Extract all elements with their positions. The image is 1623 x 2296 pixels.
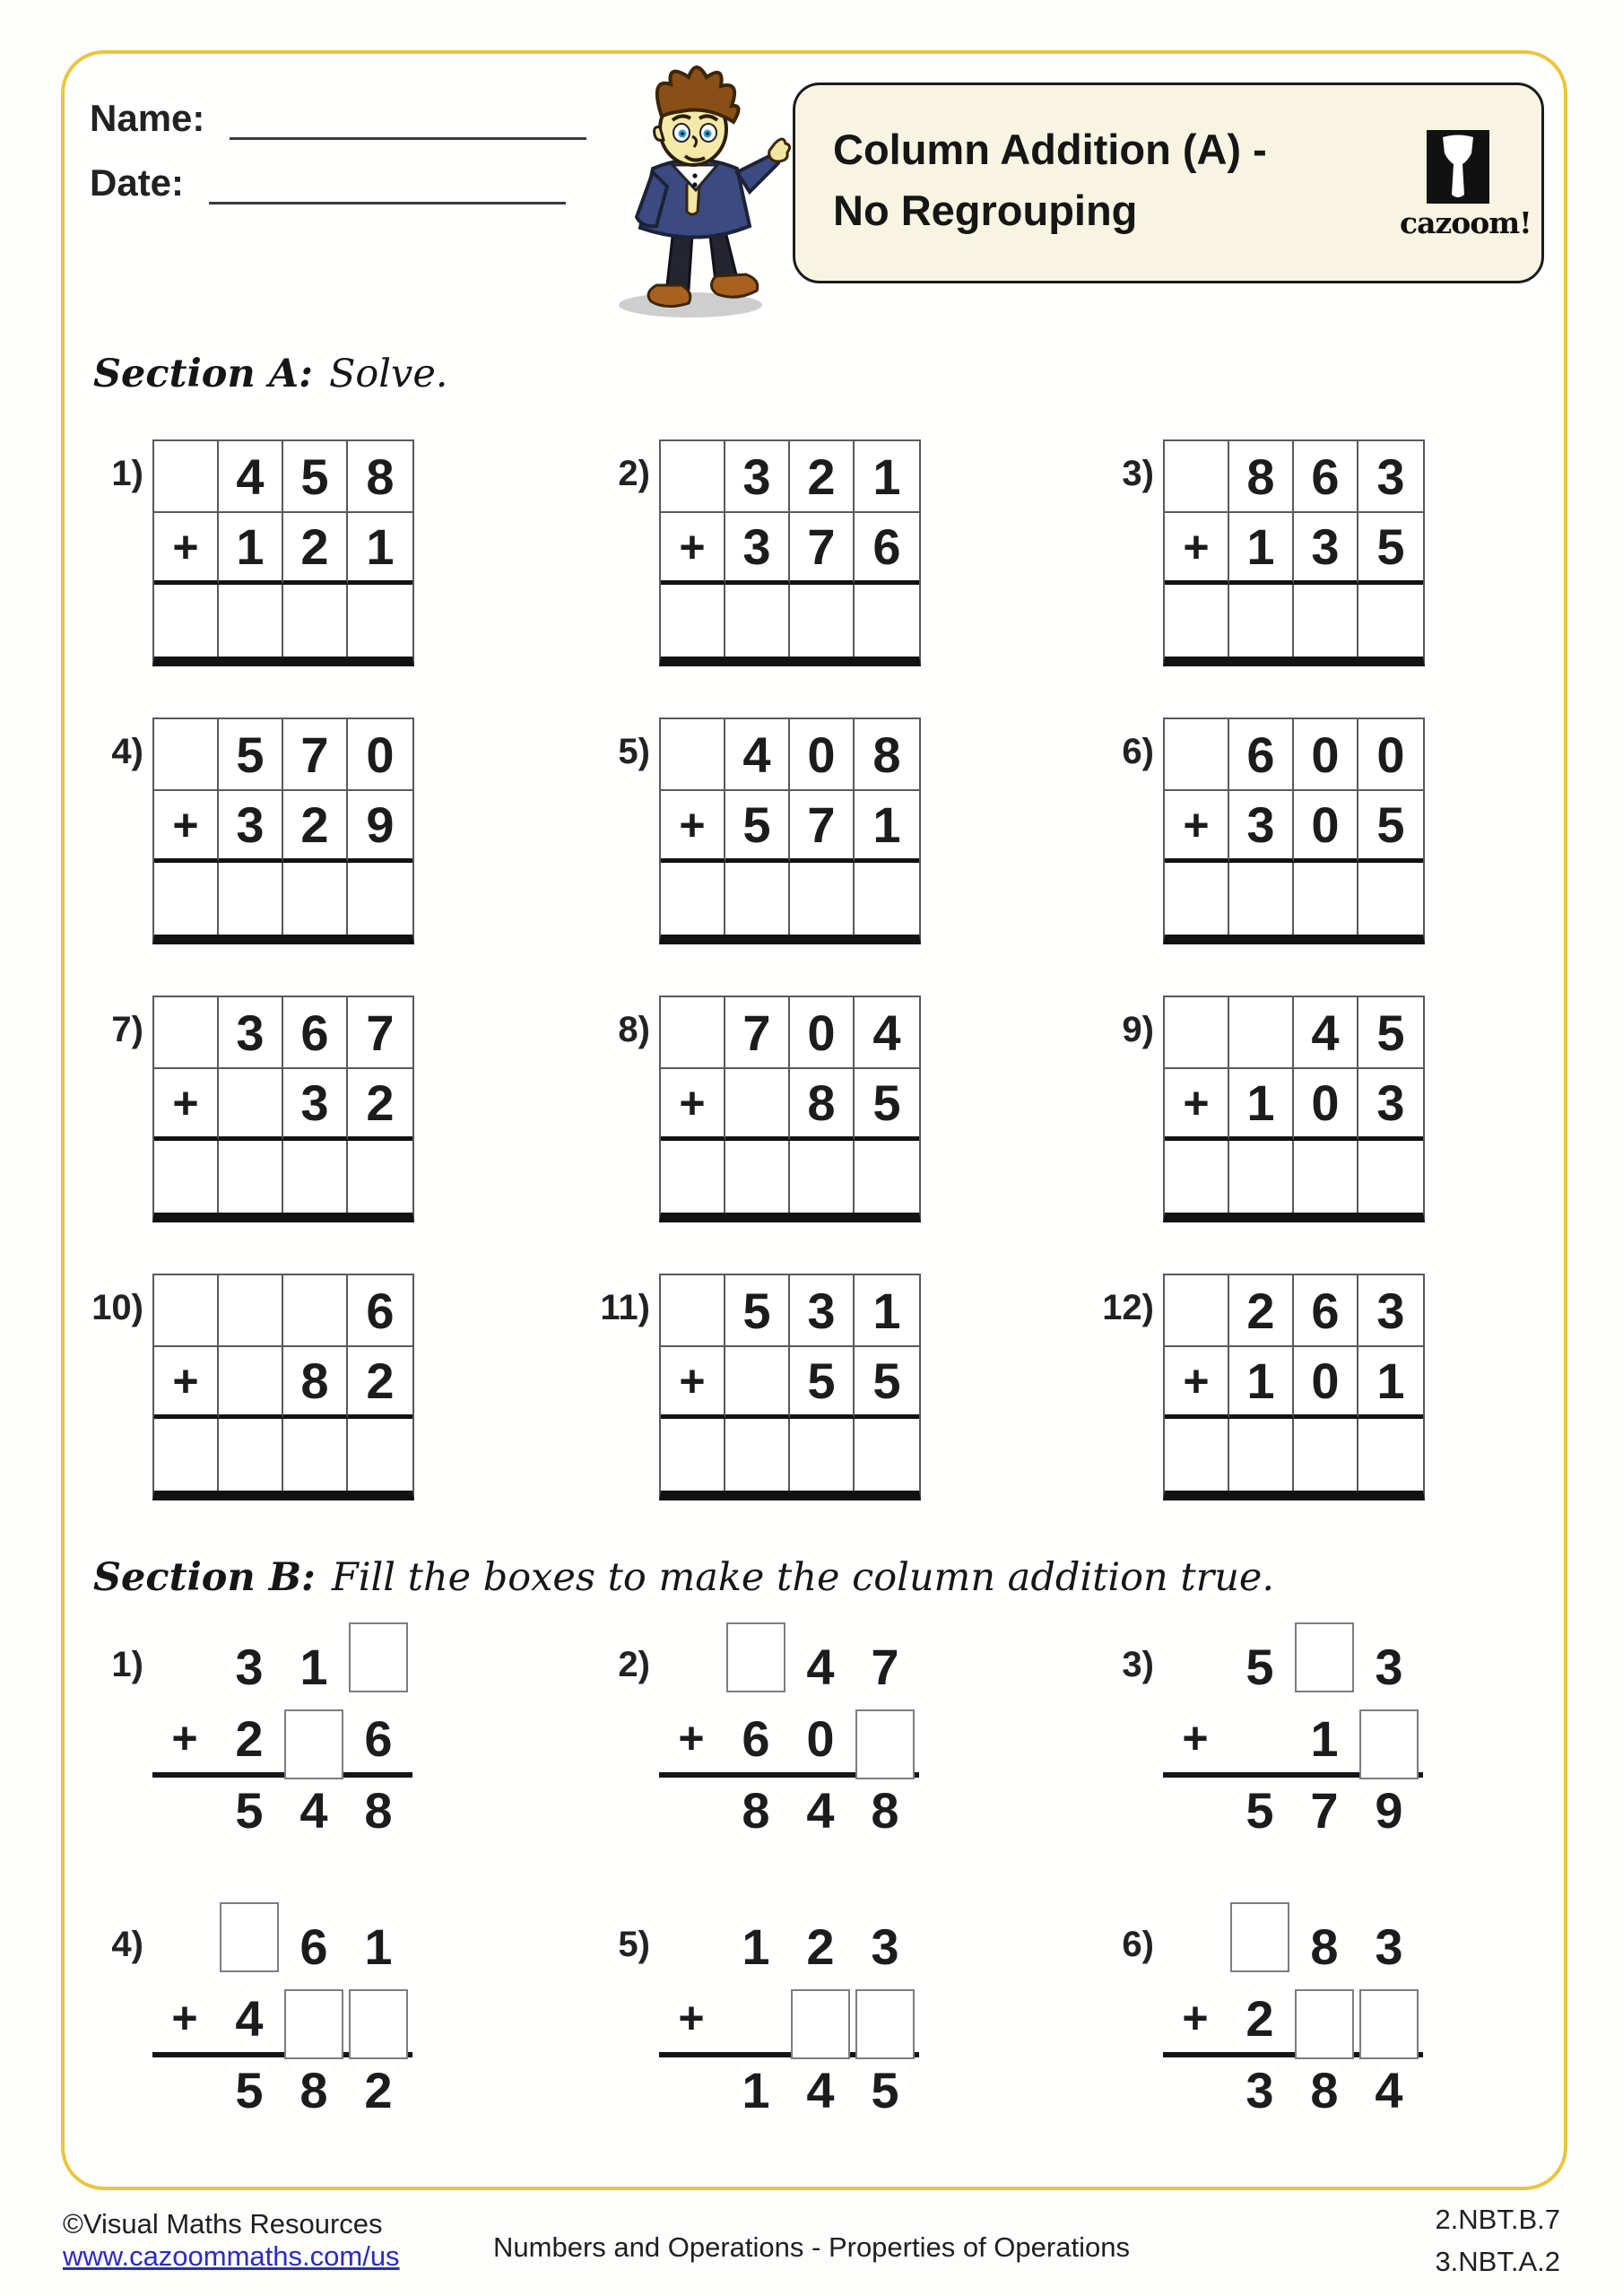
problem-number: 10) — [91, 1288, 143, 1327]
sum-digit — [1163, 1774, 1228, 1846]
missing-digit-box[interactable] — [1359, 1709, 1419, 1779]
digit-cell: 4 — [219, 441, 283, 513]
plus-sign: + — [171, 1993, 198, 2043]
missing-digit-box[interactable] — [349, 1622, 408, 1692]
answer-cell[interactable] — [154, 585, 219, 657]
digit-cell: 6 — [1229, 719, 1294, 791]
digit-cell: 3 — [1358, 441, 1423, 513]
cazoom-drum-icon — [1427, 130, 1489, 204]
missing-digit-box[interactable] — [349, 1989, 408, 2059]
digit-cell — [219, 1347, 283, 1419]
digit-cell: 3 — [1375, 1638, 1403, 1695]
digit-cell — [1229, 997, 1294, 1069]
digit-cell — [152, 1910, 217, 1982]
digit-cell: 5 — [855, 1347, 919, 1419]
digit-cell — [154, 719, 219, 791]
digit-cell: 1 — [1229, 1347, 1294, 1419]
problem-number: 1) — [111, 454, 143, 493]
digit-cell: 4 — [1294, 997, 1358, 1069]
digit-cell: 4 — [235, 1989, 264, 2047]
digit-cell: 5 — [725, 791, 790, 863]
digit-cell — [283, 1275, 348, 1347]
plus-sign: + — [1182, 1713, 1209, 1763]
answer-cell[interactable] — [219, 863, 283, 935]
digit-cell: 1 — [1310, 1709, 1339, 1767]
sum-digit: 2 — [364, 2061, 393, 2118]
answer-cell[interactable] — [1358, 1419, 1423, 1491]
digit-cell: 0 — [790, 719, 855, 791]
digit-cell: 3 — [725, 441, 790, 513]
missing-digit-cell — [217, 1910, 282, 1982]
problem-number: 7) — [111, 1010, 143, 1049]
addition-grid — [1163, 996, 1425, 1222]
sum-digit — [152, 1774, 217, 1846]
cazoom-logo-text: cazoom! — [1400, 205, 1532, 240]
answer-cell[interactable] — [1358, 585, 1423, 657]
section-a-title: Section A: — [93, 352, 313, 396]
problem-number: 6) — [1122, 732, 1154, 771]
digit-cell: 7 — [871, 1638, 899, 1695]
answer-cell[interactable] — [855, 863, 919, 935]
title-line-1: Column Addition (A) - — [833, 126, 1267, 173]
digit-cell — [154, 1275, 219, 1347]
answer-cell[interactable] — [154, 1141, 219, 1213]
answer-cell[interactable] — [790, 1141, 855, 1213]
date-field-row — [90, 161, 566, 204]
digit-cell: 6 — [1294, 1275, 1358, 1347]
sum-digit — [1163, 2054, 1228, 2126]
missing-digit-cell — [788, 1982, 853, 2054]
plus-sign: + — [661, 1069, 725, 1141]
digit-cell — [1165, 1275, 1229, 1347]
addition-grid — [659, 996, 921, 1222]
plus-sign: + — [1165, 791, 1229, 863]
digit-cell: 2 — [790, 441, 855, 513]
sum-digit — [659, 2054, 724, 2126]
title-box — [793, 83, 1544, 283]
digit-cell — [154, 997, 219, 1069]
sum-digit: 8 — [871, 1781, 899, 1839]
digit-cell — [661, 997, 725, 1069]
sum-digit: 4 — [806, 2061, 835, 2118]
sum-digit: 5 — [871, 2061, 899, 2118]
missing-digit-cell — [1292, 1982, 1357, 2054]
answer-cell[interactable] — [1229, 1419, 1294, 1491]
section-b-title: Section B: — [93, 1555, 316, 1600]
digit-cell — [724, 1982, 788, 2054]
missing-digit-box[interactable] — [726, 1622, 785, 1692]
sum-line — [152, 1772, 412, 1778]
answer-cell[interactable] — [154, 1419, 219, 1491]
fill-in-addition — [659, 1631, 917, 1846]
missing-digit-cell — [724, 1631, 788, 1702]
sum-digit — [152, 2054, 217, 2126]
plus-sign: + — [1165, 1069, 1229, 1141]
digit-cell: 8 — [348, 441, 412, 513]
digit-cell: 2 — [348, 1069, 412, 1141]
answer-cell[interactable] — [1229, 863, 1294, 935]
problem-number: 4) — [111, 1925, 143, 1964]
answer-cell[interactable] — [1165, 1419, 1229, 1491]
plus-sign: + — [678, 1993, 705, 2043]
digit-cell: 0 — [1294, 791, 1358, 863]
digit-cell: 1 — [364, 1918, 393, 1975]
answer-cell[interactable] — [661, 1141, 725, 1213]
digit-cell: 4 — [725, 719, 790, 791]
digit-cell — [154, 441, 219, 513]
worksheet-title — [833, 119, 1267, 241]
name-field-row — [90, 97, 586, 140]
digit-cell: 6 — [348, 1275, 412, 1347]
cazoom-logo — [1400, 130, 1532, 240]
digit-cell: 8 — [1310, 1918, 1339, 1975]
digit-cell — [1163, 1910, 1228, 1982]
answer-cell[interactable] — [1165, 1141, 1229, 1213]
fill-in-addition — [152, 1631, 411, 1846]
digit-cell: 5 — [725, 1275, 790, 1347]
digit-cell: 2 — [806, 1918, 835, 1975]
missing-digit-box[interactable] — [1230, 1902, 1289, 1972]
digit-cell: 3 — [1294, 513, 1358, 585]
digit-cell: 1 — [1358, 1347, 1423, 1419]
missing-digit-box[interactable] — [284, 1709, 343, 1779]
answer-cell[interactable] — [725, 585, 790, 657]
footer-standards — [1435, 2199, 1560, 2283]
digit-cell: 4 — [806, 1638, 835, 1695]
plus-sign: + — [1182, 1993, 1209, 2043]
problem-number: 9) — [1122, 1010, 1154, 1049]
digit-cell: 9 — [348, 791, 412, 863]
footer-standard-2: 3.NBT.A.2 — [1435, 2245, 1560, 2277]
digit-cell: 5 — [1245, 1638, 1274, 1695]
answer-cell[interactable] — [219, 1141, 283, 1213]
problem-number: 8) — [618, 1010, 650, 1049]
answer-cell[interactable] — [1294, 1141, 1358, 1213]
footer-website-link[interactable]: www.cazoommaths.com/us — [63, 2240, 400, 2272]
fill-in-addition — [1163, 1910, 1421, 2126]
digit-cell: 1 — [855, 441, 919, 513]
digit-cell: 6 — [364, 1709, 393, 1767]
footer-center-text: Numbers and Operations - Properties of Operations — [493, 2231, 1130, 2263]
problem-number: 11) — [600, 1288, 650, 1327]
answer-cell[interactable] — [219, 585, 283, 657]
digit-cell — [1165, 441, 1229, 513]
digit-cell — [661, 719, 725, 791]
digit-cell — [219, 1275, 283, 1347]
answer-cell[interactable] — [283, 585, 348, 657]
digit-cell: 4 — [855, 997, 919, 1069]
problem-number: 12) — [1102, 1288, 1154, 1327]
answer-cell[interactable] — [219, 1419, 283, 1491]
answer-cell[interactable] — [348, 585, 412, 657]
digit-cell: 2 — [1229, 1275, 1294, 1347]
problem-number: 6) — [1122, 1925, 1154, 1964]
digit-cell: 1 — [742, 1918, 770, 1975]
digit-cell — [1163, 1631, 1228, 1702]
answer-cell[interactable] — [154, 863, 219, 935]
sum-digit: 4 — [299, 1781, 328, 1839]
answer-cell[interactable] — [1229, 585, 1294, 657]
digit-cell: 3 — [219, 791, 283, 863]
answer-cell[interactable] — [661, 1419, 725, 1491]
digit-cell: 2 — [348, 1347, 412, 1419]
digit-cell: 3 — [871, 1918, 899, 1975]
addition-grid — [152, 1274, 414, 1500]
digit-cell: 8 — [283, 1347, 348, 1419]
answer-cell[interactable] — [348, 1419, 412, 1491]
digit-cell: 3 — [283, 1069, 348, 1141]
answer-cell[interactable] — [855, 1141, 919, 1213]
plus-sign: + — [154, 1069, 219, 1141]
answer-cell[interactable] — [1358, 863, 1423, 935]
digit-cell: 0 — [1294, 719, 1358, 791]
digit-cell — [659, 1910, 724, 1982]
digit-cell: 7 — [790, 513, 855, 585]
sum-digit: 5 — [235, 2061, 264, 2118]
digit-cell: 5 — [219, 719, 283, 791]
digit-cell — [152, 1631, 217, 1702]
digit-cell: 5 — [1358, 791, 1423, 863]
date-label: Date: — [90, 161, 185, 204]
answer-cell[interactable] — [790, 1419, 855, 1491]
name-field-line[interactable] — [230, 101, 586, 140]
sum-digit: 3 — [1245, 2061, 1274, 2118]
plus-sign: + — [1165, 513, 1229, 585]
digit-cell: 0 — [1294, 1347, 1358, 1419]
digit-cell: 3 — [1375, 1918, 1403, 1975]
sum-digit: 4 — [806, 1781, 835, 1839]
plus-sign: + — [154, 1347, 219, 1419]
plus-sign: + — [661, 1347, 725, 1419]
digit-cell: 2 — [235, 1709, 264, 1767]
missing-digit-cell — [853, 1702, 917, 1774]
digit-cell: 6 — [1294, 441, 1358, 513]
problem-number: 5) — [618, 732, 650, 771]
digit-cell: 1 — [855, 791, 919, 863]
sum-digit — [659, 1774, 724, 1846]
digit-cell: 6 — [299, 1918, 328, 1975]
missing-digit-cell — [1228, 1910, 1292, 1982]
digit-cell: 3 — [1229, 791, 1294, 863]
digit-cell: 1 — [1229, 513, 1294, 585]
footer-standard-1: 2.NBT.B.7 — [1435, 2204, 1560, 2235]
section-a-heading — [93, 352, 447, 396]
footer-copyright: ©Visual Maths Resources — [63, 2208, 383, 2239]
name-label: Name: — [90, 97, 205, 139]
digit-cell: 3 — [725, 513, 790, 585]
digit-cell — [661, 1275, 725, 1347]
addition-grid — [1163, 718, 1425, 944]
fill-in-addition — [659, 1910, 917, 2126]
plus-sign: + — [661, 513, 725, 585]
digit-cell: 2 — [283, 513, 348, 585]
digit-cell — [661, 441, 725, 513]
digit-cell: 7 — [725, 997, 790, 1069]
digit-cell — [725, 1347, 790, 1419]
digit-cell: 3 — [790, 1275, 855, 1347]
problem-number: 4) — [111, 732, 143, 771]
missing-digit-box[interactable] — [1295, 1989, 1354, 2059]
problem-number: 5) — [618, 1925, 650, 1964]
answer-cell[interactable] — [725, 863, 790, 935]
addition-grid — [152, 718, 414, 944]
addition-grid — [1163, 1274, 1425, 1500]
fill-in-addition — [1163, 1631, 1421, 1846]
sum-digit: 4 — [1375, 2061, 1403, 2118]
addition-grid — [1163, 439, 1425, 666]
answer-cell[interactable] — [348, 1141, 412, 1213]
answer-cell[interactable] — [725, 1419, 790, 1491]
digit-cell: 8 — [790, 1069, 855, 1141]
digit-cell: 7 — [348, 997, 412, 1069]
missing-digit-box[interactable] — [791, 1989, 850, 2059]
digit-cell: 3 — [235, 1638, 264, 1695]
digit-cell: 2 — [1245, 1989, 1274, 2047]
digit-cell: 1 — [1229, 1069, 1294, 1141]
missing-digit-cell — [282, 1702, 346, 1774]
digit-cell — [1165, 997, 1229, 1069]
sum-digit: 8 — [364, 1781, 393, 1839]
sum-digit: 9 — [1375, 1781, 1403, 1839]
digit-cell: 5 — [790, 1347, 855, 1419]
digit-cell: 7 — [790, 791, 855, 863]
plus-sign: + — [678, 1713, 705, 1763]
digit-cell: 0 — [806, 1709, 835, 1767]
digit-cell: 5 — [1358, 997, 1423, 1069]
answer-cell[interactable] — [790, 585, 855, 657]
answer-cell[interactable] — [348, 863, 412, 935]
digit-cell: 1 — [348, 513, 412, 585]
addition-grid — [659, 439, 921, 666]
problem-number: 2) — [618, 454, 650, 493]
digit-cell: 3 — [1358, 1069, 1423, 1141]
digit-cell: 7 — [283, 719, 348, 791]
missing-digit-cell — [1292, 1631, 1357, 1702]
answer-cell[interactable] — [855, 1419, 919, 1491]
missing-digit-cell — [346, 1631, 411, 1702]
missing-digit-cell — [282, 1982, 346, 2054]
problem-number: 1) — [111, 1645, 143, 1684]
date-field-line[interactable] — [209, 166, 566, 204]
digit-cell: 5 — [1358, 513, 1423, 585]
footer-left — [63, 2208, 400, 2273]
answer-cell[interactable] — [1165, 863, 1229, 935]
answer-cell[interactable] — [661, 585, 725, 657]
answer-cell[interactable] — [1294, 585, 1358, 657]
plus-sign: + — [661, 791, 725, 863]
fill-in-addition — [152, 1910, 411, 2126]
missing-digit-cell — [1357, 1702, 1421, 1774]
digit-cell: 0 — [790, 997, 855, 1069]
mascot-illustration — [574, 50, 816, 319]
sum-digit: 7 — [1310, 1781, 1339, 1839]
missing-digit-cell — [1357, 1982, 1421, 2054]
digit-cell: 0 — [1294, 1069, 1358, 1141]
answer-cell[interactable] — [283, 863, 348, 935]
addition-grid — [659, 718, 921, 944]
missing-digit-box[interactable] — [855, 1709, 915, 1779]
plus-sign: + — [171, 1713, 198, 1763]
answer-cell[interactable] — [1165, 585, 1229, 657]
section-b-heading — [93, 1555, 1274, 1600]
digit-cell: 3 — [219, 997, 283, 1069]
digit-cell: 6 — [742, 1709, 770, 1767]
sum-digit: 8 — [299, 2061, 328, 2118]
missing-digit-cell — [853, 1982, 917, 2054]
digit-cell: 8 — [1229, 441, 1294, 513]
answer-cell[interactable] — [283, 1141, 348, 1213]
sum-digit: 5 — [1245, 1781, 1274, 1839]
digit-cell — [1228, 1702, 1292, 1774]
answer-cell[interactable] — [1294, 863, 1358, 935]
answer-cell[interactable] — [1294, 1419, 1358, 1491]
digit-cell: 1 — [855, 1275, 919, 1347]
digit-cell: 6 — [283, 997, 348, 1069]
answer-cell[interactable] — [855, 585, 919, 657]
sum-digit: 8 — [1310, 2061, 1339, 2118]
title-line-2: No Regrouping — [833, 187, 1138, 235]
problem-number: 2) — [618, 1645, 650, 1684]
addition-grid — [152, 439, 414, 666]
answer-cell[interactable] — [790, 863, 855, 935]
addition-grid — [659, 1274, 921, 1500]
plus-sign: + — [154, 791, 219, 863]
sum-digit: 5 — [235, 1781, 264, 1839]
problem-number: 3) — [1122, 454, 1154, 493]
missing-digit-box[interactable] — [1295, 1622, 1354, 1692]
answer-cell[interactable] — [283, 1419, 348, 1491]
missing-digit-box[interactable] — [1359, 1989, 1419, 2059]
addition-grid — [152, 996, 414, 1222]
missing-digit-box[interactable] — [284, 1989, 343, 2059]
section-a-instruction: Solve. — [328, 352, 448, 396]
sum-digit: 1 — [742, 2061, 770, 2118]
section-b-instruction: Fill the boxes to make the column addition true. — [331, 1555, 1275, 1600]
plus-sign: + — [154, 513, 219, 585]
sum-digit: 8 — [742, 1781, 770, 1839]
missing-digit-box[interactable] — [220, 1902, 279, 1972]
missing-digit-cell — [346, 1982, 411, 2054]
answer-cell[interactable] — [725, 1141, 790, 1213]
digit-cell: 8 — [855, 719, 919, 791]
answer-cell[interactable] — [1358, 1141, 1423, 1213]
digit-cell: 5 — [283, 441, 348, 513]
digit-cell — [219, 1069, 283, 1141]
plus-sign: + — [1165, 1347, 1229, 1419]
digit-cell: 3 — [1358, 1275, 1423, 1347]
digit-cell: 5 — [855, 1069, 919, 1141]
digit-cell — [659, 1631, 724, 1702]
digit-cell — [725, 1069, 790, 1141]
digit-cell: 1 — [219, 513, 283, 585]
problem-number: 3) — [1122, 1645, 1154, 1684]
missing-digit-box[interactable] — [855, 1989, 915, 2059]
digit-cell: 1 — [299, 1638, 328, 1695]
digit-cell: 0 — [348, 719, 412, 791]
answer-cell[interactable] — [661, 863, 725, 935]
digit-cell: 6 — [855, 513, 919, 585]
answer-cell[interactable] — [1229, 1141, 1294, 1213]
digit-cell — [1165, 719, 1229, 791]
digit-cell: 2 — [283, 791, 348, 863]
digit-cell: 0 — [1358, 719, 1423, 791]
